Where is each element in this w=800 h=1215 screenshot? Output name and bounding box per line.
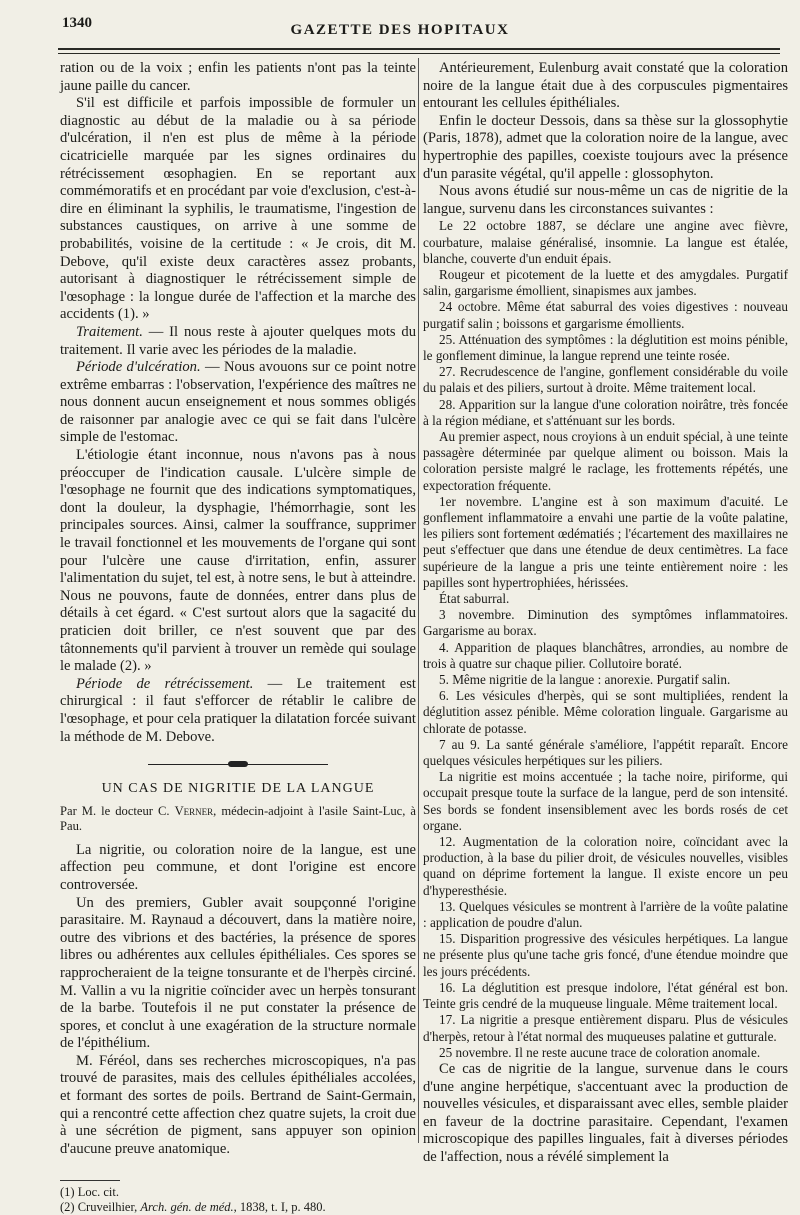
retrecissement-paragraph — [60, 676, 416, 746]
paragraph: ration ou de la voix ; enfin les patients n'ont pas la teinte jaune paille du cancer. — [60, 60, 416, 94]
journal-entry: 12. Augmentation de la coloration noire, coïncidant avec la production, à la base du pilier droit, de vésicules nouvelles, visibles quand on déprime fortement la langue. Il existe encore un peu d'hyperesthésie. — [423, 834, 788, 898]
section-label: Traitement. — [76, 323, 143, 340]
footnote — [60, 1200, 416, 1215]
paragraph: Nous avons étudié sur nous-même un cas de nigritie de la langue, survenu dans les circonstances suivantes : — [423, 183, 788, 217]
journal-entry: 17. La nigritie a presque entièrement disparu. Plus de vésicules d'herpès, retour à l'état normal des muqueuses palatine et gutturale. — [423, 1012, 788, 1044]
journal-entry: La nigritie est moins accentuée ; la tache noire, piriforme, qui occupait presque toute la surface de la langue, perd de son intensité. Ses bords se fondent insensiblement avec les bords rosés de cet organe. — [423, 769, 788, 833]
journal-entry: 13. Quelques vésicules se montrent à l'arrière de la voûte palatine : application de poudre d'alun. — [423, 898, 788, 931]
footnote: (1) Loc. cit. — [60, 1185, 120, 1200]
paragraph: S'il est difficile et parfois impossible de formuler un diagnostic au début de la maladie ou à sa période d'ulcération, il n'en est plus de même à la période cicatricielle marquée par les signes ordinaires du rétrécissement œsophagien. En se reportant aux commémoratifs et en procédant par voie d'exclusion, c'est-à-dire en éliminant la syphilis, le traumatisme, l'ingestion de substances caustiques, on arrive à une somme de probabilités, voisine de la certitude : « Je crois, dit M. Debove, qu'il existe deux caractères assez probants, autorisant à diagnostiquer le rétrécissement simple de l'œsophage : la longue durée de l'affection et la marche des accidents (1). » — [60, 95, 416, 323]
case-journal — [423, 218, 788, 1061]
paragraph: Enfin le docteur Dessois, dans sa thèse sur la glossophytie (Paris, 1878), admet que la coloration noire de la langue, avec hypertrophie des papilles, coexiste toujours avec la présence d'un parasite végétal, qu'il appelle : glossophyton. — [423, 112, 788, 182]
header-rule-thin — [58, 53, 780, 54]
paragraph: M. Féréol, dans ses recherches microscopiques, n'a pas trouvé de parasites, mais des cellules épithéliales accolées, et formant des sortes de poils. Bertrand de Saint-Germain, qui a rencontré cette affection chez quatre sujets, la croit due à une sécrétion de pigment, sans appuyer son opinion d'aucune preuve anatomique. — [60, 1052, 416, 1157]
section-text: — Nous avouons sur ce point notre extrême embarras : l'observation, l'expérience des maîtres ne nous donnent aucun enseignement et nous sommes obligés de raisonner par analogie avec ce qui se fait dans l'ulcère simple de l'estomac. — [60, 359, 416, 446]
journal-entry: 7 au 9. La santé générale s'améliore, l'appétit reparaît. Encore quelques vésicules herpétiques sur les piliers. — [423, 736, 788, 769]
journal-entry: Le 22 octobre 1887, se déclare une angine avec fièvre, courbature, malaise généralisé, insomnie. La langue est étalée, blanche, couverte d'un enduit épais. — [423, 218, 788, 266]
journal-entry: 28. Apparition sur la langue d'une coloration noirâtre, très foncée à la région médiane, et s'atténuant sur les bords. — [423, 396, 788, 428]
traitement-paragraph — [60, 324, 416, 359]
journal-entry: 5. Même nigritie de la langue : anorexie. Purgatif salin. — [439, 672, 731, 688]
left-column — [60, 60, 416, 1215]
footnote-suffix: , 1838, t. I, p. 480. — [233, 1200, 326, 1215]
column-divider — [418, 58, 419, 1143]
journal-entry: 16. La déglutition est presque indolore, l'état général est bon. Teinte gris cendré de la muqueuse linguale. Même traitement local. — [423, 979, 788, 1012]
journal-entry: Au premier aspect, nous croyions à un enduit spécial, à une teinte passagère déterminée par quelque aliment ou boisson. Mais la coloration persiste malgré le raclage, les frottements répétés, une expectoration fréquente. — [423, 428, 788, 493]
journal-entry: 25 novembre. Il ne reste aucune trace de coloration anomale. — [439, 1044, 761, 1060]
page-number: 1340 — [62, 15, 92, 31]
paragraph: L'étiologie étant inconnue, nous n'avons pas à nous préoccuper de l'indication causale. L'ulcère simple de l'œsophage ne fournit que des indications symptomatiques, dont la douleur, la dysphagie, l'hémorrhagie, sont les principales sources. Ainsi, calmer la souffrance, supprimer le travail fonctionnel et les mouvements de l'organe qui sont pour l'ulcère une cause d'irritation, enfin, assurer l'alimentation du sujet, tel est, à notre sens, le but à atteindre. Nous ne pouvons, faute de données, entrer dans plus de détails à cet égard. « C'est surtout alors que la sagacité du praticien doit briller, ce n'est souvent que par des tâtonnements qu'il parvient à trouver un remède qui soulage le malade (2). » — [60, 447, 416, 675]
paragraph: Un des premiers, Gubler avait soupçonné l'origine parasitaire. M. Raynaud a découvert, dans la matière noire, outre des vibrions et des bactéries, la présence de spores libres ou adhérentes aux cellules épithéliales. Ces spores se rapprocheraient de la teigne tonsurante et de l'herpès circiné. M. Vallin a vu la nigritie coïncider avec un herpès tonsurant de la barbe. Toutefois il ne put constater la présence de spores, et conclut à une exagération de la structure normale de l'épithélium. — [60, 894, 416, 1052]
paragraph: Ce cas de nigritie de la langue, survenue dans le cours d'une angine herpétique, s'accentuant avec la production de nouvelles vésicules, et disparaissant avec elles, semble plaider en faveur de la doctrine parasitaire. Cependant, l'examen microscopique des papilles linguales, fait à diverses périodes de l'affection, nous a révélé simplement la — [423, 1060, 788, 1165]
journal-entry: 3 novembre. Diminution des symptômes inflammatoires. Gargarisme au borax. — [423, 607, 788, 639]
journal-entry: Rougeur et picotement de la luette et des amygdales. Purgatif salin, gargarisme émollient, sinapismes aux jambes. — [423, 266, 788, 299]
ulceration-paragraph — [60, 359, 416, 447]
article-title: UN CAS DE NIGRITIE DE LA LANGUE — [101, 781, 375, 797]
section-text: — Le traitement est chirurgical : il faut s'efforcer de rétablir le calibre de l'œsophage, et pour cela pratiquer la dilatation forcée suivant la méthode de M. Debove. — [60, 675, 416, 745]
section-text: — Il nous reste à ajouter quelques mots du traitement. Il varie avec les périodes de la maladie. — [60, 323, 416, 358]
journal-entry: 27. Recrudescence de l'angine, gonflement considérable du voile du palais et des piliers, surtout à droite. Même traitement local. — [423, 364, 788, 396]
running-title: GAZETTE DES HOPITAUX — [290, 22, 510, 38]
footnote-rule — [60, 1180, 120, 1181]
byline-prefix: Par M. le docteur C. — [60, 803, 175, 818]
journal-entry: 24 octobre. Même état saburral des voies digestives : nouveau purgatif salin ; boissons et gargarisme émollients. — [423, 299, 788, 331]
journal-entry: 1er novembre. L'angine est à son maximum d'acuité. Le gonflement inflammatoire a envahi une partie de la voûte palatine, les piliers sont fortement œdématiés ; l'écartement des maxillaires ne peut s'effectuer que dans une étendue de deux centimètres. La face supérieure de la langue a pris une teinte entièrement noire : les papilles sont hypertrophiées, hérissées. — [423, 493, 788, 590]
footnote-source: Arch. gén. de méd. — [140, 1200, 234, 1215]
journal-entry: État saburral. — [439, 591, 510, 607]
footnote-prefix: (2) Cruveilhier, — [60, 1200, 141, 1215]
paragraph: Antérieurement, Eulenburg avait constaté que la coloration noire de la langue était due à des corpuscules pigmentaires entourant les cellules épithéliales. — [423, 60, 788, 112]
section-label: Période de rétrécissement. — [76, 675, 254, 692]
journal-entry: 4. Apparition de plaques blanchâtres, arrondies, au nombre de trois à quatre sur chaque pilier. Collutoire boraté. — [423, 639, 788, 671]
byline-suffix: , médecin-adjoint à l'asile Saint-Luc, à Pau. — [60, 803, 417, 833]
section-ornament — [148, 760, 328, 770]
journal-entry: 6. Les vésicules d'herpès, qui se sont multipliées, rendent la déglutition assez pénible. Même coloration linguale. Gargarisme au chlorate de potasse. — [423, 688, 788, 736]
section-label: Période d'ulcération. — [76, 359, 201, 376]
right-column — [423, 60, 788, 1166]
journal-entry: 15. Disparition progressive des vésicules herpétiques. La langue ne présente plus qu'une tache gris foncé, d'une étendue moindre que les jours précédents. — [423, 931, 788, 979]
journal-entry: 25. Atténuation des symptômes : la déglutition est moins pénible, le gonflement diminue, la langue reprend une teinte rosée. — [423, 331, 788, 363]
paragraph: La nigritie, ou coloration noire de la langue, est une affection peu commune, et dont l'origine est encore controversée. — [60, 841, 416, 893]
header-rule — [58, 48, 780, 50]
byline — [60, 804, 416, 834]
author-name: Verner — [174, 803, 214, 818]
